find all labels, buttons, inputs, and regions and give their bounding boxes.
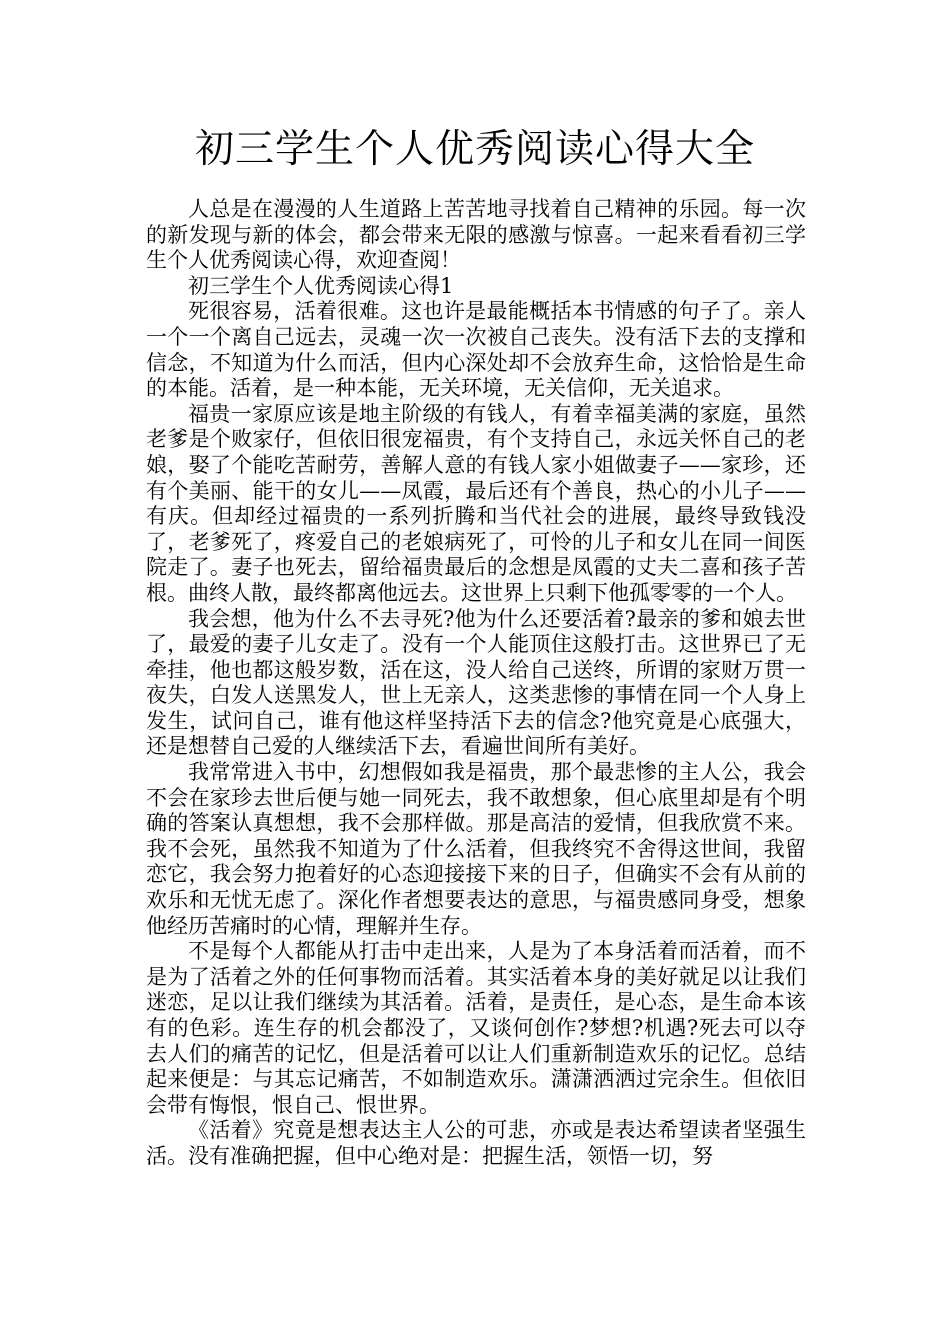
body-paragraph: 我会想，他为什么不去寻死?他为什么还要活着?最亲的爹和娘去世了，最爱的妻子儿女走了。没有一个人能顶住这般打击。这世界已了无牵挂，他也都这般岁数，活在这，没人给自己送终，所谓的家财万贯一夜失，白发人送黑发人，世上无亲人，这类悲惨的事情在同一个人身上发生，试问自己，谁有他这样坚持活下去的信念?他究竟是心底强大，还是想替自己爱的人继续活下去，看遍世间所有美好。 (146, 606, 806, 759)
section-heading: 初三学生个人优秀阅读心得1 (188, 273, 454, 298)
intro-paragraph: 人总是在漫漫的人生道路上苦苦地寻找着自己精神的乐园。每一次的新发现与新的体会，都会带来无限的感激与惊喜。一起来看看初三学生个人优秀阅读心得，欢迎查阅！ (146, 197, 806, 273)
document-body (146, 197, 806, 1170)
document-title: 初三学生个人优秀阅读心得大全 (194, 127, 755, 172)
body-paragraph: 我常常进入书中，幻想假如我是福贵，那个最悲惨的主人公，我会不会在家珍去世后便与她一同死去，我不敢想象，但心底里却是有个明确的答案认真想想，我不会那样做。那是高洁的爱情，但我欣赏不来。我不会死，虽然我不知道为了什么活着，但我终究不舍得这世间，我留恋它，我会努力抱着好的心态迎接接下来的日子，但确实不会有从前的欢乐和无忧无虑了。深化作者想要表达的意思，与福贵感同身受，想象他经历苦痛时的心情，理解并生存。 (146, 760, 806, 938)
body-paragraph: 不是每个人都能从打击中走出来，人是为了本身活着而活着，而不是为了活着之外的任何事物而活着。其实活着本身的美好就足以让我们迷恋，足以让我们继续为其活着。活着，是责任，是心态，是生命本该有的色彩。连生存的机会都没了，又谈何创作?梦想?机遇?死去可以夺去人们的痛苦的记忆，但是活着可以让人们重新制造欢乐的记忆。总结起来便是：与其忘记痛苦，不如制造欢乐。潇潇洒洒过完余生。但依旧会带有悔恨，恨自己、恨世界。 (146, 939, 806, 1117)
body-paragraph: 《活着》究竟是想表达主人公的可悲，亦或是表达希望读者坚强生活。没有准确把握，但中心绝对是：把握生活，领悟一切，努 (146, 1118, 806, 1168)
body-paragraph: 死很容易，活着很难。这也许是最能概括本书情感的句子了。亲人一个一个离自己远去，灵魂一次一次被自己丧失。没有活下去的支撑和信念，不知道为什么而活，但内心深处却不会放弃生命，这恰恰是生命的本能。活着，是一种本能，无关环境，无关信仰，无关追求。 (146, 299, 806, 401)
body-paragraph: 福贵一家原应该是地主阶级的有钱人，有着幸福美满的家庭，虽然老爹是个败家仔，但依旧很宠福贵，有个支持自己，永远关怀自己的老娘，娶了个能吃苦耐劳，善解人意的有钱人家小姐做妻子——家珍，还有个美丽、能干的女儿——凤霞，最后还有个善良，热心的小儿子——有庆。但却经过福贵的一系列折腾和当代社会的进展，最终导致钱没了，老爹死了，疼爱自己的老娘病死了，可怜的儿子和女儿在同一间医院走了。妻子也死去，留给福贵最后的念想是凤霞的丈夫二喜和孩子苦根。曲终人散，最终都离他远去。这世界上只剩下他孤零零的一个人。 (146, 401, 806, 605)
